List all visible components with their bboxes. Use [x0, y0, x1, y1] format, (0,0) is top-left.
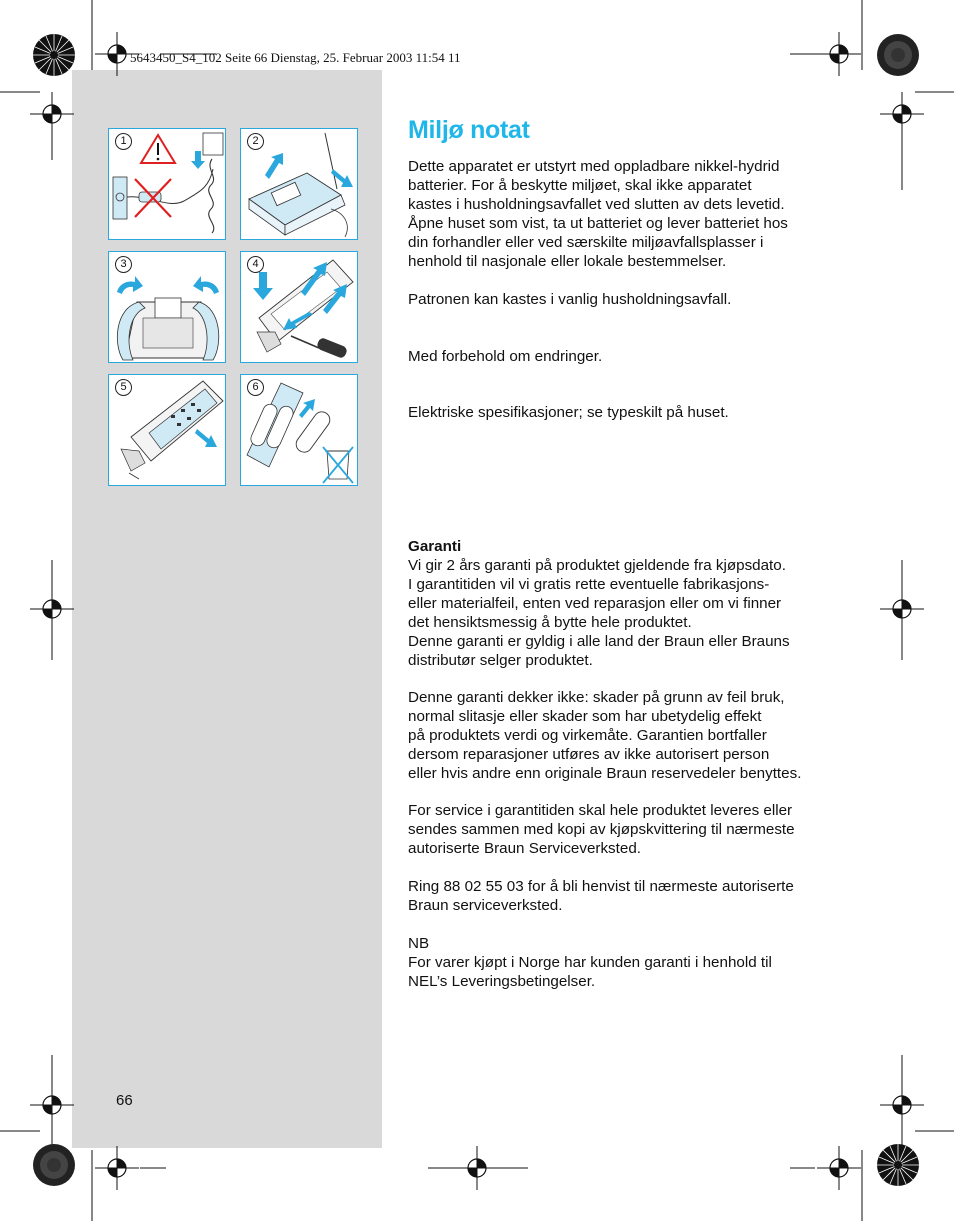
- warranty-paragraph-2: Denne garanti dekker ikke: skader på grunn av feil bruk, normal slitasje eller skader som har ubetydelig effekt på produktets verdi og virkemåte. Garantien bortfaller dersom reparasjoner utføres av ikke autorisert person eller hvis andre enn originale Braun reservedeler benyttes.: [408, 689, 802, 782]
- page-number: 66: [116, 1092, 133, 1109]
- figure-panel-1: [108, 128, 226, 240]
- warranty-paragraph-1: Vi gir 2 års garanti på produktet gjeldende fra kjøpsdato. I garantitiden vil vi gratis rette eventuelle fabrikasjons- eller materialfeil, enten ved reparasjon eller om vi finner det hensiktsmessig å bytte hele produktet. Denne garanti er gyldig i alle land der Braun eller Brauns distributør selger produktet.: [408, 557, 790, 669]
- environment-paragraph-1: Dette apparatet er utstyrt med oppladbare nikkel-hydrid batterier. For å beskytte miljøet, skal ikke apparatet kastes i husholdningsavfallet ved slutten av dets levetid. Åpne huset som vist, ta ut batteriet og lever batteriet hos din forhandler eller ved særskilte miljøavfallsplasser i henhold til nasjonale eller lokale bestemmelser.: [408, 158, 788, 270]
- figure-panel-4: [240, 251, 358, 363]
- figure-panel-5: [108, 374, 226, 486]
- environment-paragraph-4: Elektriske spesifikasjoner; se typeskilt på huset.: [408, 404, 729, 421]
- figure-panel-3: [108, 251, 226, 363]
- print-header: 5643450_S4_102 Seite 66 Dienstag, 25. Februar 2003 11:54 11: [130, 50, 461, 65]
- figure-panel-2: [240, 128, 358, 240]
- warranty-paragraph-4: Ring 88 02 55 03 for å bli henvist til nærmeste autoriserte Braun serviceverksted.: [408, 878, 794, 914]
- environment-paragraph-3: Med forbehold om endringer.: [408, 348, 603, 365]
- figure-number-3: 3: [115, 256, 132, 273]
- figure-panel-6: [240, 374, 358, 486]
- warranty-nb-text: For varer kjøpt i Norge har kunden garanti i henhold til NEL’s Leveringsbetingelser.: [408, 954, 772, 990]
- solid-register-icon: [32, 1143, 76, 1187]
- warranty-heading: Garanti: [408, 538, 462, 555]
- figure-number-5: 5: [115, 379, 132, 396]
- radial-register-icon: [32, 33, 76, 77]
- radial-register-icon: [876, 1143, 920, 1187]
- figure-number-6: 6: [247, 379, 264, 396]
- page-title: Miljø notat: [408, 116, 530, 144]
- solid-register-icon: [876, 33, 920, 77]
- figure-number-1: 1: [115, 133, 132, 150]
- figure-number-2: 2: [247, 133, 264, 150]
- figure-number-4: 4: [247, 256, 264, 273]
- warranty-nb-label: NB: [408, 935, 430, 952]
- environment-paragraph-2: Patronen kan kastes i vanlig husholdningsavfall.: [408, 291, 732, 308]
- warranty-paragraph-3: For service i garantitiden skal hele produktet leveres eller sendes sammen med kopi av kjøpskvittering til nærmeste autoriserte Braun Serviceverksted.: [408, 802, 795, 857]
